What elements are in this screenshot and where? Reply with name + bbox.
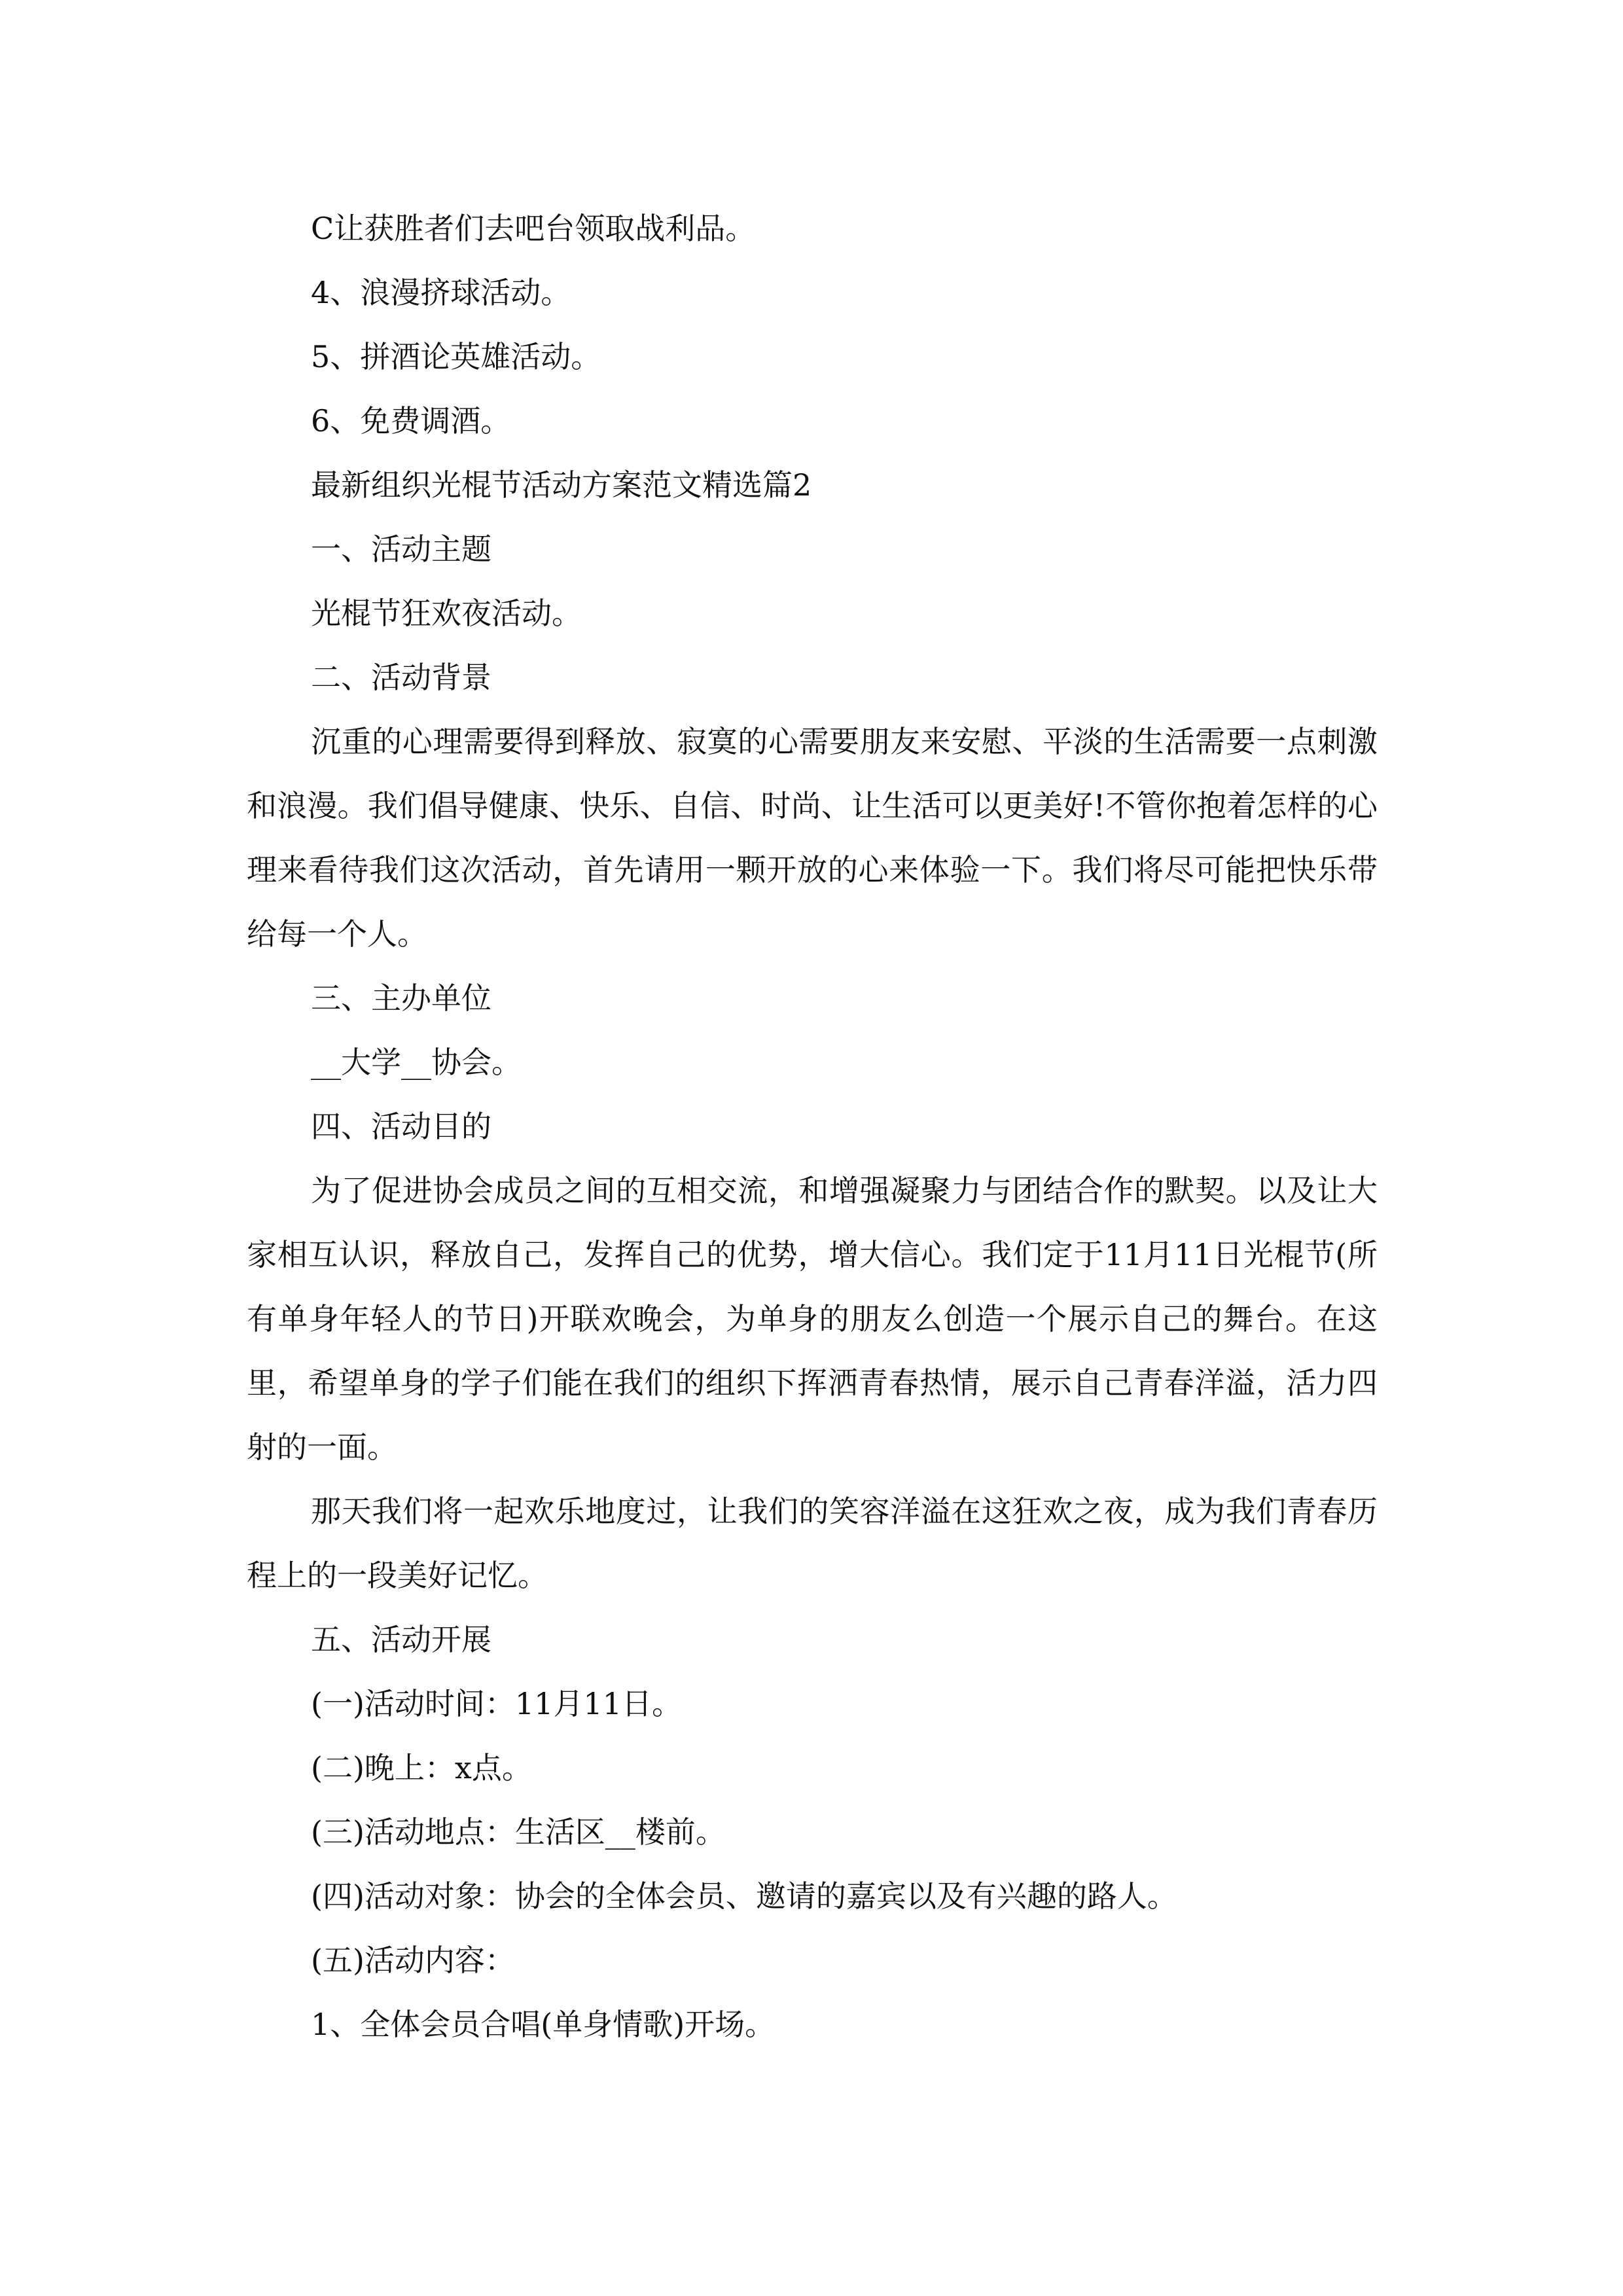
list-item: (二)晚上：x点。 (311, 1750, 532, 1785)
list-item: 1、全体会员合唱(单身情歌)开场。 (311, 2007, 776, 2042)
list-item: (一)活动时间：11月11日。 (311, 1686, 682, 1721)
text-line: __大学__协会。 (311, 1045, 522, 1080)
list-item: 5、拼酒论英雄活动。 (311, 339, 601, 374)
paragraph: 那天我们将一起欢乐地度过，让我们的笑容洋溢在这狂欢之夜，成为我们青春历程上的一段美好记忆。 (247, 1494, 1378, 1593)
list-item: 6、免费调酒。 (311, 403, 511, 439)
text-line: 光棍节狂欢夜活动。 (311, 596, 582, 631)
heading: 一、活动主题 (311, 531, 491, 567)
heading: 四、活动目的 (311, 1109, 491, 1144)
heading: 二、活动背景 (311, 660, 491, 695)
section-title: 最新组织光棍节活动方案范文精选篇2 (311, 467, 812, 503)
document-body (247, 196, 1378, 2056)
list-item: (三)活动地点：生活区__楼前。 (311, 1814, 726, 1850)
heading: 三、主办单位 (311, 980, 491, 1016)
list-item: (五)活动内容： (311, 1943, 515, 1978)
paragraph: 沉重的心理需要得到释放、寂寞的心需要朋友来安慰、平淡的生活需要一点刺激和浪漫。我们倡导健康、快乐、自信、时尚、让生活可以更美好!不管你抱着怎样的心理来看待我们这次活动，首先请用一颗开放的心来体验一下。我们将尽可能把快乐带给每一个人。 (247, 724, 1378, 952)
paragraph: 为了促进协会成员之间的互相交流，和增强凝聚力与团结合作的默契。以及让大家相互认识，释放自己，发挥自己的优势，增大信心。我们定于11月11日光棍节(所有单身年轻人的节日)开联欢晚会，为单身的朋友么创造一个展示自己的舞台。在这里，希望单身的学子们能在我们的组织下挥洒青春热情，展示自己青春洋溢，活力四射的一面。 (247, 1173, 1378, 1465)
list-item: 4、浪漫挤球活动。 (311, 275, 571, 310)
list-item: (四)活动对象：协会的全体会员、邀请的嘉宾以及有兴趣的路人。 (311, 1878, 1177, 1914)
text-line: C让获胜者们去吧台领取战利品。 (311, 211, 756, 246)
heading: 五、活动开展 (311, 1622, 491, 1657)
